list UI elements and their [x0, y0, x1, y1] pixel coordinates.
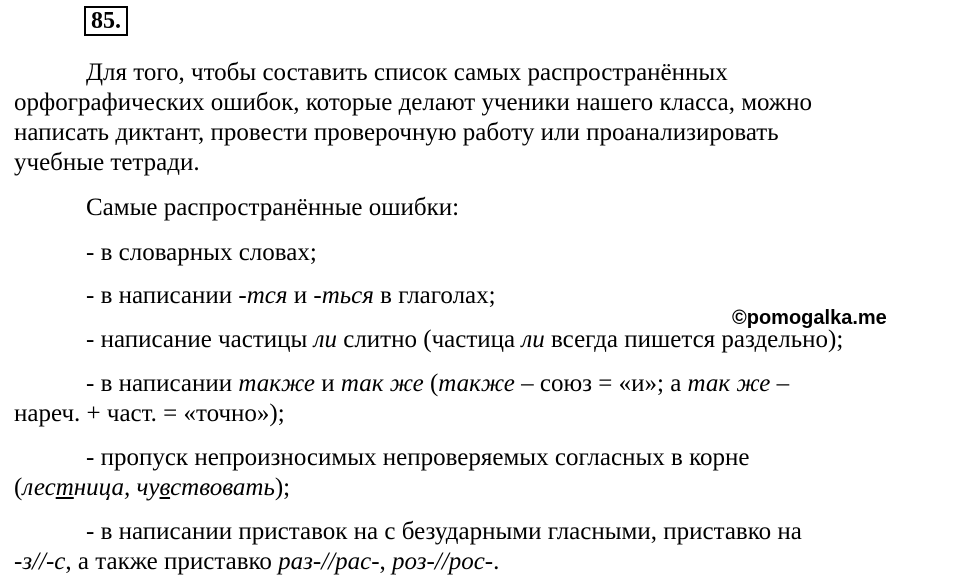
- watermark: ©pomogalka.me: [732, 307, 887, 329]
- word-chuvstvovat-c: ствовать: [170, 474, 275, 501]
- list-item-5-close-paren: );: [274, 474, 291, 501]
- list-item-2-text-e: в глаголах;: [373, 282, 496, 309]
- list-item-4-text-i: –: [770, 370, 790, 397]
- list-item-4-line-1: [86, 369, 789, 399]
- list-item-3-text-c: слитно (частица: [336, 326, 522, 353]
- list-item-6-line-1: - в написании приставок на с безударными гласными, приставко на: [86, 518, 802, 545]
- paragraph-line-1: Для того, чтобы составить список самых распространённых: [86, 59, 728, 86]
- word-lestnitsa-a: лес: [22, 474, 56, 501]
- list-item-3-text-e: всегда пишется раздельно);: [544, 326, 844, 353]
- word-lestnitsa-c: ница,: [73, 474, 131, 501]
- list-item-4-italic-tak-zhe-1: так же: [340, 370, 424, 397]
- list-item-4-text-a: - в написании: [86, 370, 239, 397]
- list-item-5-line-2: [14, 473, 290, 503]
- list-item-1: - в словарных словах;: [86, 239, 317, 266]
- list-item-3-italic-li-1: ли: [313, 326, 337, 353]
- word-chuvstvovat-underlined-v: в: [159, 474, 171, 501]
- list-item-3-text-a: - написание частицы: [86, 326, 314, 353]
- word-chuvstvovat-a: чу: [136, 474, 160, 501]
- paragraph-line-4: учебные тетради.: [14, 149, 200, 176]
- list-item-6-line-2: [14, 547, 499, 577]
- list-item-4-text-c: и: [315, 370, 341, 397]
- list-item-2-text-c: и: [287, 282, 314, 309]
- list-item-4-line-2: нареч. + част. = «точно»);: [14, 400, 285, 427]
- list-item-3-italic-li-2: ли: [521, 326, 545, 353]
- list-item-4-italic-tak-zhe-2: так же: [687, 370, 771, 397]
- list-item-4-text-e: (: [423, 370, 439, 397]
- task-number-box: 85.: [84, 6, 128, 36]
- list-item-3: [86, 325, 843, 355]
- word-lestnitsa-underlined-t: т: [55, 474, 74, 501]
- list-item-6-italic-roz-ros: роз-//рос-: [392, 548, 494, 575]
- list-item-6-italic-raz-ras: раз-//рас-: [278, 548, 380, 575]
- list-item-5-open-paren: (: [14, 474, 23, 501]
- list-item-2: [86, 281, 496, 311]
- list-item-5-line-1: - пропуск непроизносимых непроверяемых согласных в корне: [86, 444, 750, 471]
- list-item-6-text-d: ,: [379, 548, 393, 575]
- list-heading: Самые распространённые ошибки:: [86, 194, 460, 221]
- list-item-2-text-a: - в написании: [86, 282, 239, 309]
- list-item-4-italic-takzhe-2: также: [438, 370, 515, 397]
- list-item-4-text-g: – союз = «и»; а: [514, 370, 688, 397]
- list-item-6-text-f: .: [493, 548, 500, 575]
- list-item-2-italic-tsya-soft: -ться: [313, 282, 374, 309]
- paragraph-line-3: написать диктант, провести проверочную работу или проанализировать: [14, 119, 779, 146]
- paragraph-line-2: орфографических ошибок, которые делают ученики нашего класса, можно: [14, 89, 813, 116]
- list-item-2-italic-tsya: -тся: [238, 282, 288, 309]
- list-item-6-text-b: , а также приставко: [65, 548, 279, 575]
- list-item-4-italic-takzhe-1: также: [238, 370, 315, 397]
- list-item-6-italic-z-s: -з//-с: [14, 548, 66, 575]
